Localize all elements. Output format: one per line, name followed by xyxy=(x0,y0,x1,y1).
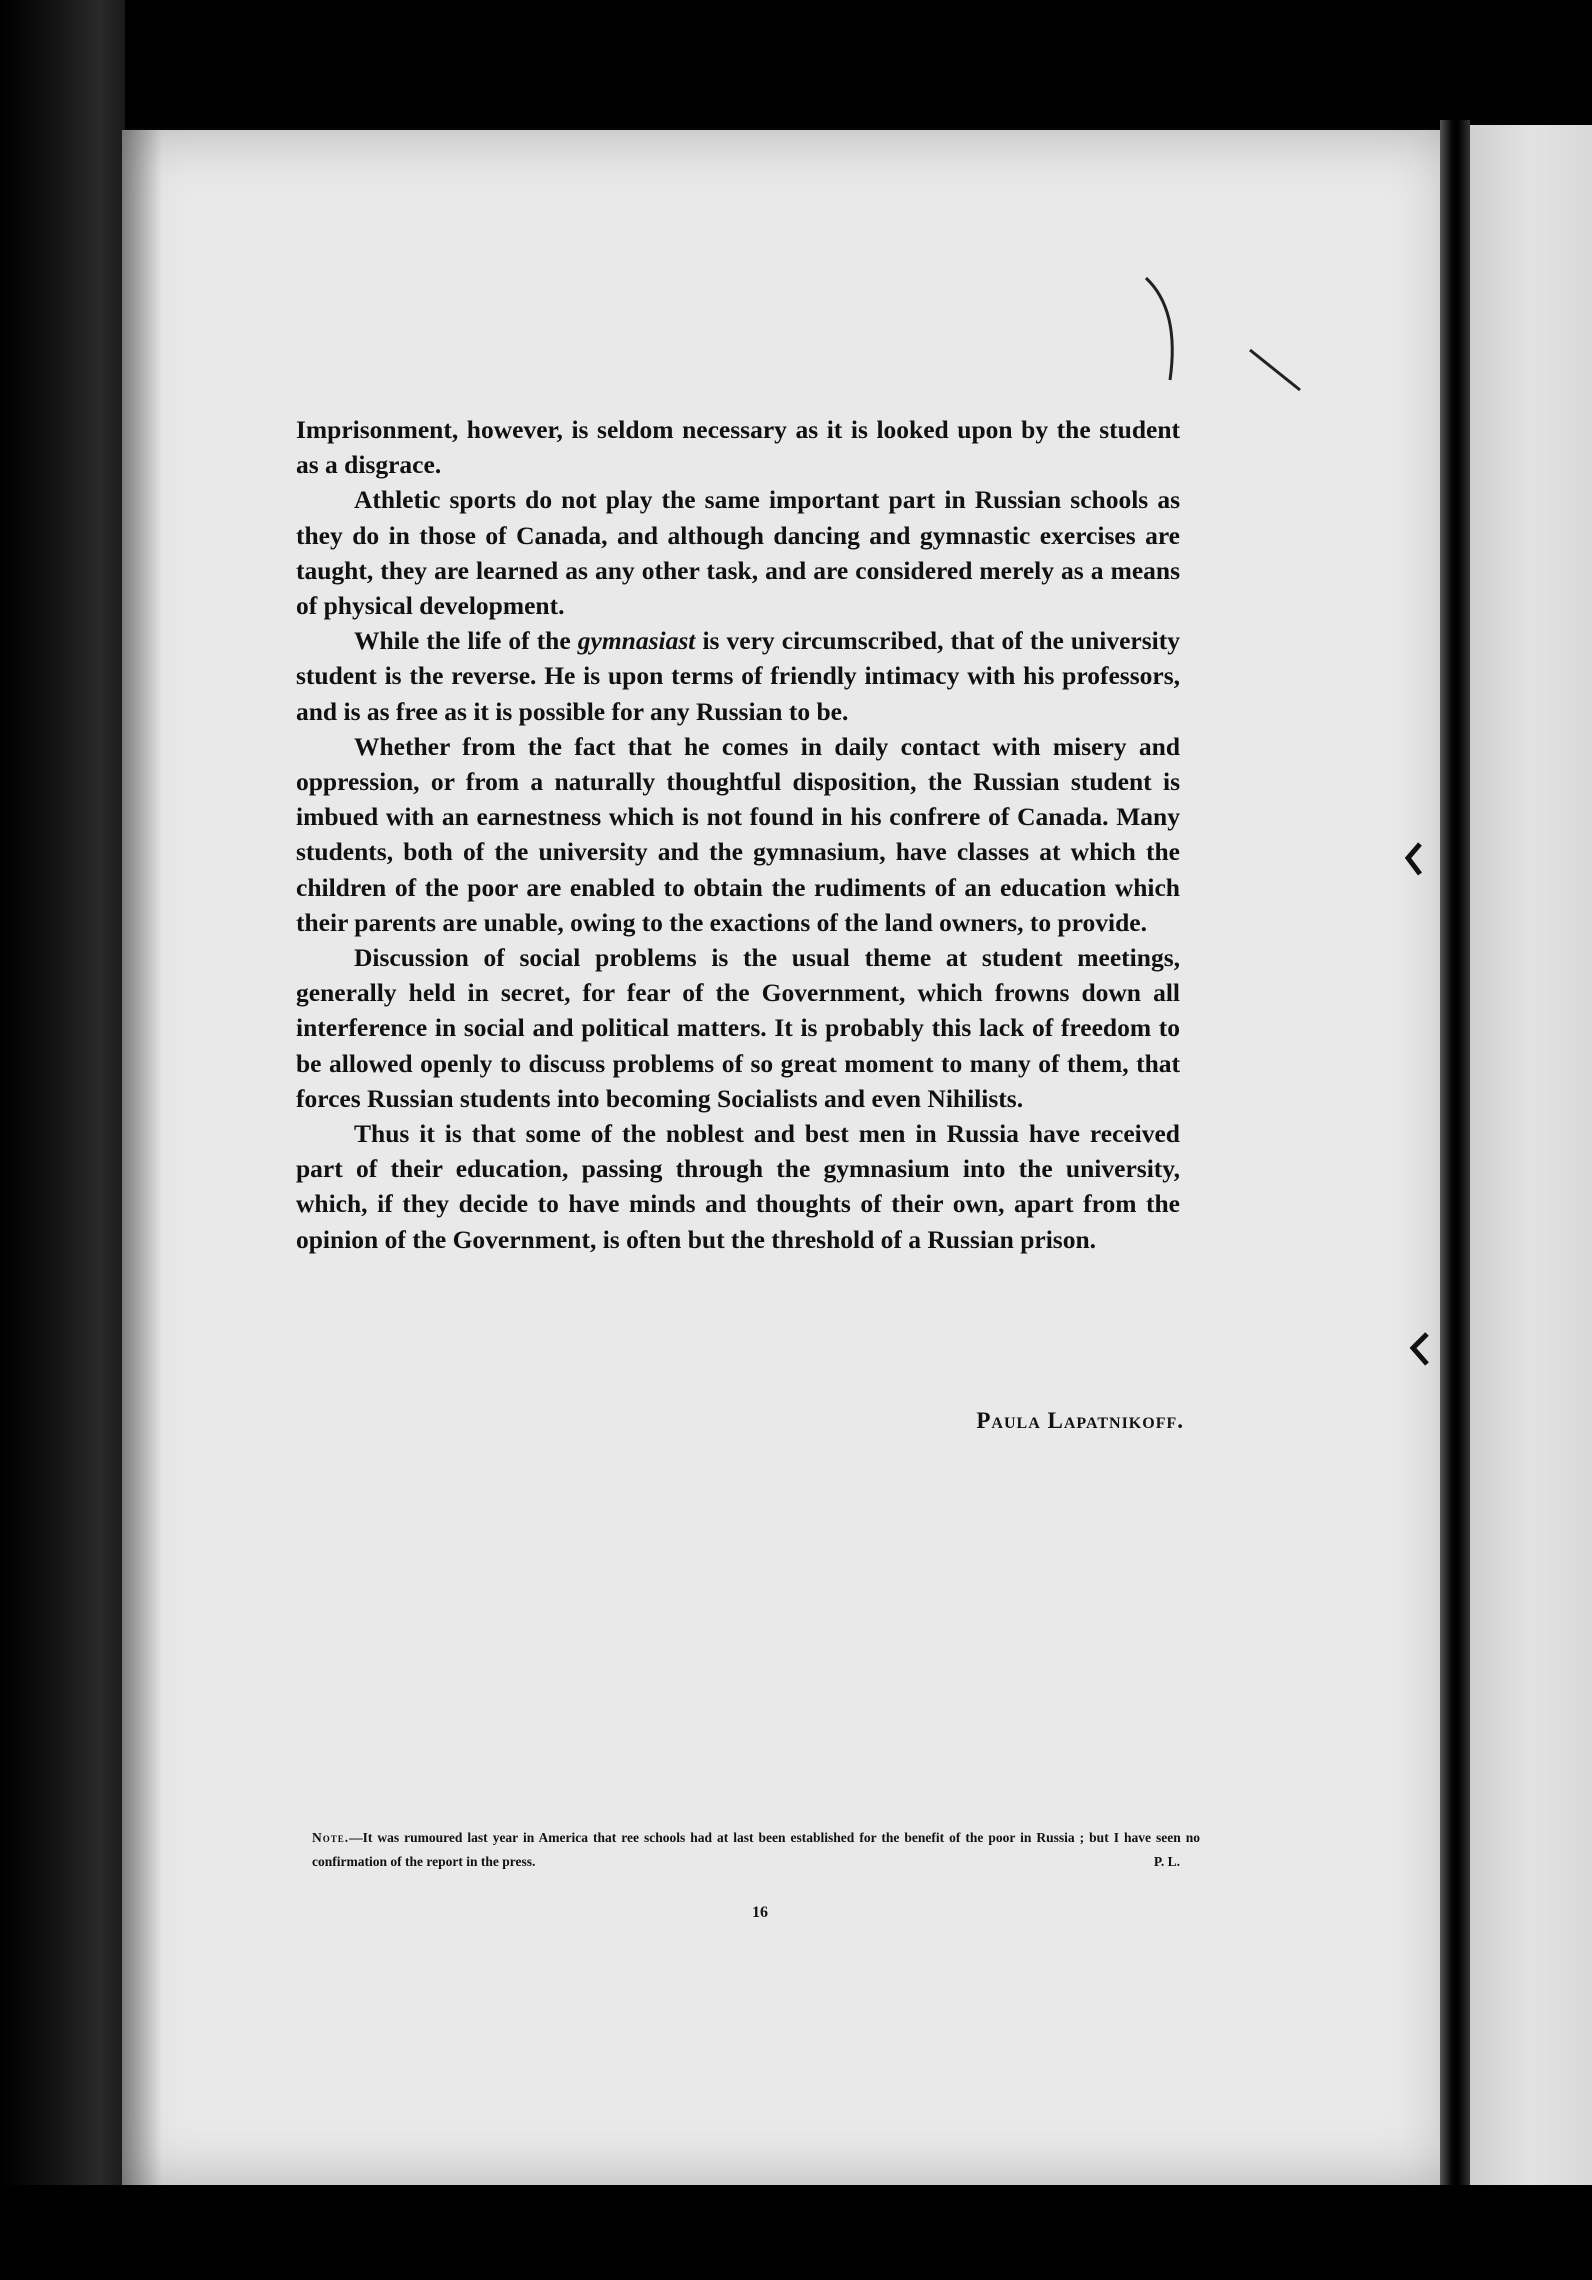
scan-left-border xyxy=(0,0,125,2280)
footnote-text: —It was rumoured last year in America that ree schools had at last been established for the benefit of the poor in Russia ; but I have seen no confirmation of the report in the press. xyxy=(312,1830,1200,1869)
footnote-label: Note. xyxy=(312,1830,350,1845)
paragraph-3 xyxy=(296,623,1180,729)
page-number: 16 xyxy=(752,1904,768,1921)
author-signature: Paula Lapatnikoff. xyxy=(976,1408,1184,1433)
facing-page-edge xyxy=(1470,125,1592,2195)
paragraph-1: Imprisonment, however, is seldom necessary as it is looked upon by the student as a disgrace. xyxy=(296,415,1180,480)
book-gutter xyxy=(1440,120,1470,2200)
page-edge-mark-lower xyxy=(1405,1330,1435,1370)
footnote-initials: P. L. xyxy=(1153,1854,1180,1869)
article-body xyxy=(296,412,1180,1257)
italic-term-gymnasiast: gymnasiast xyxy=(577,626,696,656)
paragraph-2: Athletic sports do not play the same important part in Russian schools as they do in those of Canada, and although dancing and gymnastic exercises are taught, they are learned as any other task, and are considered merely as a means of physical development. xyxy=(296,485,1180,621)
scan-bottom-border xyxy=(0,2185,1592,2280)
paragraph-6: Thus it is that some of the noblest and best men in Russia have received part of their education, passing through the gymnasium into the university, which, if they decide to have minds and thoughts of their own, apart from the opinion of the Government, is often but the threshold of a Russian prison. xyxy=(296,1119,1180,1254)
paragraph-4: Whether from the fact that he comes in daily contact with misery and oppression, or from a naturally thoughtful disposition, the Russian student is imbued with an earnestness which is not found in his confrere of Canada. Many students, both of the university and the gymnasium, have classes at which the children of the poor are enabled to obtain the rudiments of an education which their parents are unable, owing to the exactions of the land owners, to provide. xyxy=(296,731,1180,937)
page-edge-mark xyxy=(1400,840,1430,880)
paragraph-3-end: is very circumscribed, that of the university student is the reverse. He is upon terms of friendly intimacy with his professors, and is as free as it is possible for any Russian to be. xyxy=(296,626,1180,726)
pencil-mark-top xyxy=(1140,270,1320,410)
scan-top-border xyxy=(0,0,1592,128)
footnote xyxy=(312,1826,1200,1874)
paragraph-5: Discussion of social problems is the usual theme at student meetings, generally held in secret, for fear of the Government, which frowns down all interference in social and political matters. It is probably this lack of freedom to be allowed openly to discuss problems of so great moment to many of them, that forces Russian students into becoming Socialists and even Nihilists. xyxy=(296,943,1180,1113)
paragraph-3-start: While the life of the xyxy=(354,626,571,656)
page-shadow xyxy=(122,130,162,2185)
